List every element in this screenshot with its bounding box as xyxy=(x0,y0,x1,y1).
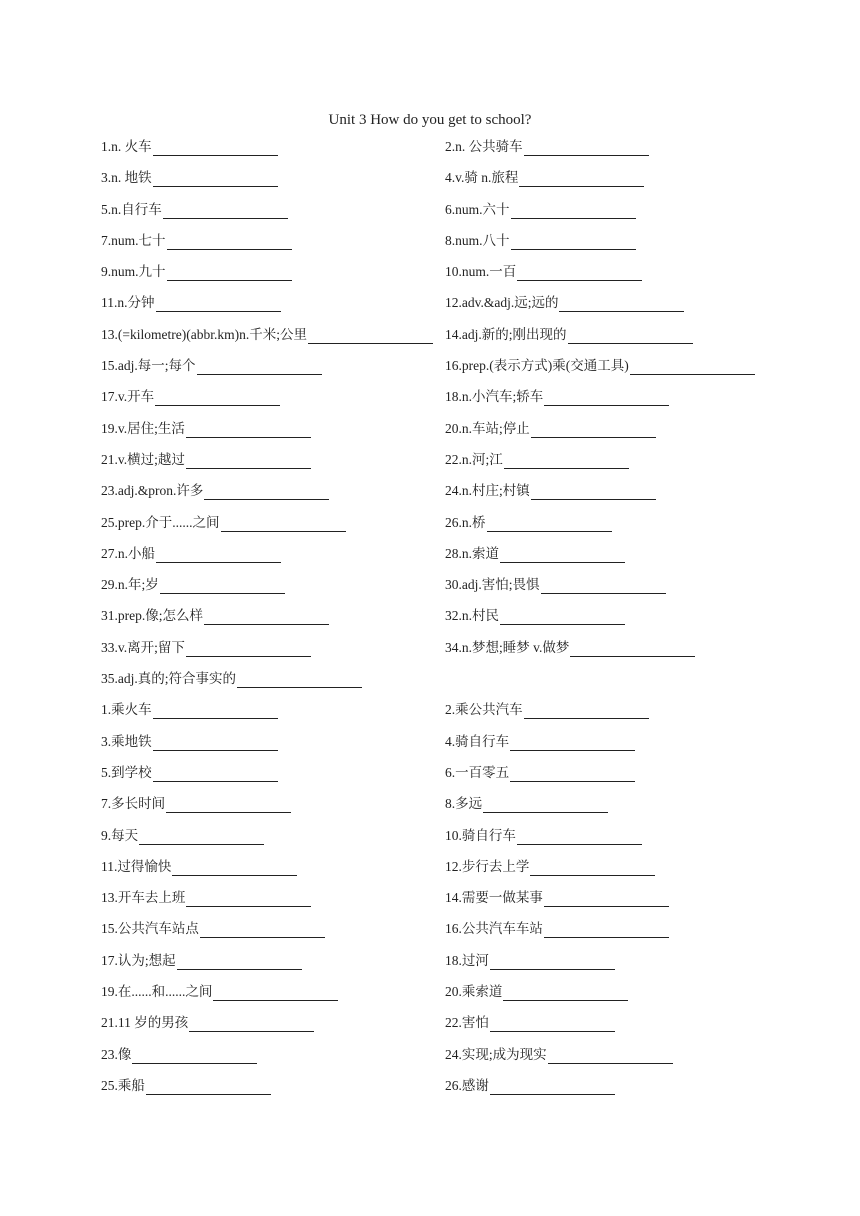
vocab-item xyxy=(445,920,669,938)
vocab-prompt: 13.开车去上班 xyxy=(101,890,186,906)
vocab-item xyxy=(445,764,635,782)
vocab-row xyxy=(101,949,751,980)
vocab-prompt: 25.乘船 xyxy=(101,1077,145,1093)
vocab-item xyxy=(101,576,285,594)
vocab-item xyxy=(445,1046,673,1064)
vocab-item xyxy=(101,889,311,907)
answer-blank[interactable] xyxy=(167,234,292,250)
vocab-row xyxy=(101,980,751,1011)
vocab-prompt: 5.n.自行车 xyxy=(101,201,162,217)
answer-blank[interactable] xyxy=(153,171,278,187)
vocab-prompt: 10.num.一百 xyxy=(445,264,517,280)
vocab-prompt: 26.感谢 xyxy=(445,1077,489,1093)
vocab-item xyxy=(445,983,628,1001)
vocab-item xyxy=(101,138,278,156)
vocab-row xyxy=(101,667,751,698)
vocab-row xyxy=(101,417,751,448)
vocab-prompt: 17.认为;想起 xyxy=(101,952,176,968)
answer-blank[interactable] xyxy=(308,328,433,344)
vocab-row xyxy=(101,385,751,416)
vocab-prompt: 19.在......和......之间 xyxy=(101,984,213,1000)
answer-blank[interactable] xyxy=(524,703,649,719)
vocab-prompt: 35.adj.真的;符合事实的 xyxy=(101,671,236,687)
vocab-item xyxy=(101,1014,314,1032)
vocab-row xyxy=(101,135,751,166)
vocab-item xyxy=(445,1014,615,1032)
answer-blank[interactable] xyxy=(517,829,642,845)
vocab-item xyxy=(101,357,322,375)
vocab-prompt: 8.多远 xyxy=(445,796,483,812)
vocab-prompt: 26.n.桥 xyxy=(445,514,486,530)
vocab-item xyxy=(101,388,280,406)
answer-blank[interactable] xyxy=(531,422,656,438)
answer-blank[interactable] xyxy=(490,1016,615,1032)
answer-blank[interactable] xyxy=(570,641,695,657)
answer-blank[interactable] xyxy=(156,547,281,563)
vocab-row xyxy=(101,698,751,729)
vocab-prompt: 27.n.小船 xyxy=(101,545,155,561)
vocab-item xyxy=(445,889,669,907)
answer-blank[interactable] xyxy=(504,453,629,469)
vocab-item xyxy=(445,607,625,625)
vocab-item xyxy=(445,952,615,970)
vocab-prompt: 15.adj.每一;每个 xyxy=(101,358,196,374)
answer-blank[interactable] xyxy=(531,484,656,500)
answer-blank[interactable] xyxy=(510,766,635,782)
vocab-row xyxy=(101,824,751,855)
answer-blank[interactable] xyxy=(490,1079,615,1095)
answer-blank[interactable] xyxy=(186,641,311,657)
vocab-prompt: 30.adj.害怕;畏惧 xyxy=(445,577,540,593)
vocab-item xyxy=(101,983,338,1001)
vocab-prompt: 28.n.索道 xyxy=(445,545,499,561)
vocab-prompt: 22.n.河;江 xyxy=(445,451,503,467)
answer-blank[interactable] xyxy=(503,985,628,1001)
vocab-item xyxy=(445,545,625,563)
vocab-prompt: 12.步行去上学 xyxy=(445,858,530,874)
vocab-item xyxy=(445,263,642,281)
vocab-prompt: 4.v.骑 n.旅程 xyxy=(445,170,519,186)
vocab-item xyxy=(101,232,292,250)
answer-blank[interactable] xyxy=(166,797,291,813)
answer-blank[interactable] xyxy=(237,672,362,688)
vocab-prompt: 11.过得愉快 xyxy=(101,858,172,874)
vocab-item xyxy=(445,827,642,845)
answer-blank[interactable] xyxy=(200,922,325,938)
vocab-row xyxy=(101,730,751,761)
vocab-item xyxy=(101,1077,271,1095)
vocab-prompt: 21.v.横过;越过 xyxy=(101,451,185,467)
answer-blank[interactable] xyxy=(172,860,297,876)
vocab-item xyxy=(101,545,281,563)
vocab-item xyxy=(101,263,292,281)
vocab-item xyxy=(445,388,669,406)
vocab-item xyxy=(101,420,311,438)
answer-blank[interactable] xyxy=(186,422,311,438)
vocab-item xyxy=(445,514,612,532)
vocab-prompt: 16.公共汽车车站 xyxy=(445,921,543,937)
answer-blank[interactable] xyxy=(163,203,288,219)
answer-blank[interactable] xyxy=(153,140,278,156)
vocab-item xyxy=(101,858,297,876)
vocab-item xyxy=(101,952,302,970)
answer-blank[interactable] xyxy=(548,1048,673,1064)
vocab-row xyxy=(101,761,751,792)
vocab-row xyxy=(101,260,751,291)
vocab-item xyxy=(445,795,608,813)
vocab-prompt: 1.乘火车 xyxy=(101,702,152,718)
answer-blank[interactable] xyxy=(530,860,655,876)
answer-blank[interactable] xyxy=(167,265,292,281)
vocab-prompt: 31.prep.像;怎么样 xyxy=(101,608,203,624)
answer-blank[interactable] xyxy=(559,296,684,312)
vocab-prompt: 8.num.八十 xyxy=(445,232,510,248)
vocab-row xyxy=(101,792,751,823)
vocab-row xyxy=(101,198,751,229)
vocab-row xyxy=(101,229,751,260)
vocab-row xyxy=(101,636,751,667)
answer-blank[interactable] xyxy=(544,922,669,938)
answer-blank[interactable] xyxy=(510,735,635,751)
vocab-prompt: 17.v.开车 xyxy=(101,389,155,405)
answer-blank[interactable] xyxy=(153,766,278,782)
vocab-row xyxy=(101,323,751,354)
vocab-prompt: 3.乘地铁 xyxy=(101,733,152,749)
vocab-item xyxy=(101,607,329,625)
answer-blank[interactable] xyxy=(500,609,625,625)
vocab-prompt: 7.num.七十 xyxy=(101,232,166,248)
vocab-prompt: 14.需要一做某事 xyxy=(445,890,543,906)
vocab-item xyxy=(445,1077,615,1095)
vocab-item xyxy=(101,701,278,719)
vocab-item xyxy=(445,701,649,719)
vocab-prompt: 10.骑自行车 xyxy=(445,827,516,843)
vocab-item xyxy=(101,670,362,688)
vocab-prompt: 2.乘公共汽车 xyxy=(445,702,523,718)
vocab-item xyxy=(101,451,311,469)
vocab-row xyxy=(101,448,751,479)
answer-blank[interactable] xyxy=(517,265,642,281)
vocab-prompt: 6.一百零五 xyxy=(445,764,510,780)
vocab-item xyxy=(101,764,278,782)
vocab-item xyxy=(101,482,329,500)
answer-blank[interactable] xyxy=(630,359,755,375)
vocab-prompt: 15.公共汽车站点 xyxy=(101,921,199,937)
answer-blank[interactable] xyxy=(568,328,693,344)
answer-blank[interactable] xyxy=(541,578,666,594)
vocab-item xyxy=(101,1046,257,1064)
vocab-item xyxy=(101,733,278,751)
vocab-row xyxy=(101,479,751,510)
vocab-item xyxy=(445,294,684,312)
vocab-prompt: 13.(=kilometre)(abbr.km)n.千米;公里 xyxy=(101,326,307,342)
answer-blank[interactable] xyxy=(153,703,278,719)
vocab-prompt: 24.n.村庄;村镇 xyxy=(445,483,530,499)
answer-blank[interactable] xyxy=(153,735,278,751)
answer-blank[interactable] xyxy=(483,797,608,813)
vocab-prompt: 29.n.年;岁 xyxy=(101,577,159,593)
vocab-item xyxy=(445,201,636,219)
vocab-item xyxy=(101,169,278,187)
vocab-prompt: 9.num.九十 xyxy=(101,264,166,280)
vocab-item xyxy=(101,827,264,845)
answer-blank[interactable] xyxy=(500,547,625,563)
vocab-item xyxy=(101,795,291,813)
vocab-prompt: 24.实现;成为现实 xyxy=(445,1046,547,1062)
vocab-item xyxy=(445,733,635,751)
vocab-row xyxy=(101,354,751,385)
vocab-prompt: 18.n.小汽车;轿车 xyxy=(445,389,544,405)
vocab-prompt: 20.n.车站;停止 xyxy=(445,420,530,436)
vocab-prompt: 4.骑自行车 xyxy=(445,733,510,749)
answer-blank[interactable] xyxy=(186,453,311,469)
vocab-row xyxy=(101,855,751,886)
vocab-row xyxy=(101,542,751,573)
answer-blank[interactable] xyxy=(204,609,329,625)
vocab-item xyxy=(445,138,649,156)
vocab-item xyxy=(101,514,346,532)
answer-blank[interactable] xyxy=(524,140,649,156)
vocab-item xyxy=(445,420,656,438)
answer-blank[interactable] xyxy=(487,516,612,532)
vocab-prompt: 2.n. 公共骑车 xyxy=(445,139,523,154)
vocab-row xyxy=(101,1011,751,1042)
vocab-prompt: 23.adj.&pron.许多 xyxy=(101,483,204,499)
answer-blank[interactable] xyxy=(156,296,281,312)
answer-blank[interactable] xyxy=(189,1016,314,1032)
vocab-prompt: 22.害怕 xyxy=(445,1015,489,1031)
vocab-item xyxy=(101,294,281,312)
vocab-prompt: 12.adv.&adj.远;远的 xyxy=(445,295,559,311)
vocab-prompt: 6.num.六十 xyxy=(445,201,510,217)
vocab-prompt: 32.n.村民 xyxy=(445,608,499,624)
vocab-item xyxy=(445,326,693,344)
page-title: Unit 3 How do you get to school? xyxy=(328,112,532,128)
vocab-prompt: 3.n. 地铁 xyxy=(101,170,152,186)
answer-blank[interactable] xyxy=(213,985,338,1001)
vocab-prompt: 9.每天 xyxy=(101,827,139,843)
vocab-prompt: 21.11 岁的男孩 xyxy=(101,1015,189,1031)
vocab-item xyxy=(101,201,288,219)
vocab-row xyxy=(101,1074,751,1105)
vocab-item xyxy=(445,639,695,657)
vocab-item xyxy=(445,858,655,876)
vocab-row xyxy=(101,291,751,322)
vocab-prompt: 33.v.离开;留下 xyxy=(101,639,185,655)
answer-blank[interactable] xyxy=(186,891,311,907)
vocab-item xyxy=(445,169,644,187)
answer-blank[interactable] xyxy=(544,891,669,907)
vocab-item xyxy=(101,639,311,657)
vocab-item xyxy=(101,920,325,938)
vocab-item xyxy=(445,357,755,375)
vocab-prompt: 14.adj.新的;刚出现的 xyxy=(445,326,567,342)
vocab-prompt: 11.n.分钟 xyxy=(101,295,155,311)
answer-blank[interactable] xyxy=(139,829,264,845)
answer-blank[interactable] xyxy=(511,203,636,219)
answer-blank[interactable] xyxy=(177,954,302,970)
vocab-row xyxy=(101,886,751,917)
vocab-row xyxy=(101,511,751,542)
vocab-prompt: 7.多长时间 xyxy=(101,796,166,812)
vocab-prompt: 1.n. 火车 xyxy=(101,139,152,154)
vocab-row xyxy=(101,917,751,948)
vocab-item xyxy=(101,326,433,344)
vocab-prompt: 25.prep.介于......之间 xyxy=(101,514,220,530)
vocab-item xyxy=(445,451,629,469)
answer-blank[interactable] xyxy=(155,390,280,406)
vocab-prompt: 5.到学校 xyxy=(101,764,152,780)
vocabulary-list xyxy=(101,135,751,1105)
answer-blank[interactable] xyxy=(204,484,329,500)
answer-blank[interactable] xyxy=(221,516,346,532)
answer-blank[interactable] xyxy=(160,578,285,594)
vocab-prompt: 23.像 xyxy=(101,1046,132,1062)
answer-blank[interactable] xyxy=(490,954,615,970)
vocab-row xyxy=(101,604,751,635)
vocab-prompt: 18.过河 xyxy=(445,952,489,968)
vocab-row xyxy=(101,166,751,197)
vocab-prompt: 34.n.梦想;睡梦 v.做梦 xyxy=(445,639,570,655)
vocab-item xyxy=(445,576,666,594)
answer-blank[interactable] xyxy=(146,1079,271,1095)
answer-blank[interactable] xyxy=(132,1048,257,1064)
vocab-prompt: 16.prep.(表示方式)乘(交通工具) xyxy=(445,358,629,374)
vocab-row xyxy=(101,1043,751,1074)
vocab-row xyxy=(101,573,751,604)
vocab-item xyxy=(445,232,636,250)
answer-blank[interactable] xyxy=(197,359,322,375)
vocab-prompt: 19.v.居住;生活 xyxy=(101,420,185,436)
answer-blank[interactable] xyxy=(519,171,644,187)
answer-blank[interactable] xyxy=(511,234,636,250)
vocab-prompt: 20.乘索道 xyxy=(445,984,503,1000)
answer-blank[interactable] xyxy=(544,390,669,406)
vocab-item xyxy=(445,482,656,500)
